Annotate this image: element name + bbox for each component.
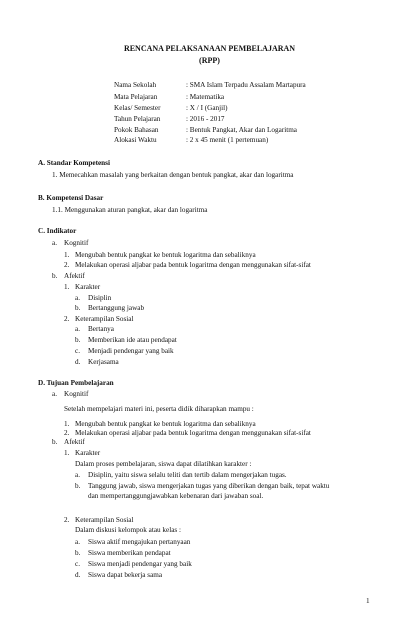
section-c-heading: C. Indikator <box>38 227 77 235</box>
list-item: Mengubah bentuk pangkat ke bentuk logaritma dan sebaliknya <box>75 251 256 259</box>
list-item: Mengubah bentuk pangkat ke bentuk logaritma dan sebaliknya <box>75 420 256 428</box>
identity-label: Mata Pelajaran <box>114 93 158 101</box>
identity-label: Kelas/ Semester <box>114 104 161 112</box>
section-a-item: 1. Memecahkan masalah yang berkaitan dengan bentuk pangkat, akar dan logaritma <box>52 171 294 179</box>
list-marker: b. <box>75 549 81 557</box>
section-d-heading: D. Tujuan Pembelajaran <box>38 379 114 387</box>
list-marker: b. <box>75 336 81 344</box>
list-marker: a. <box>52 239 57 247</box>
list-item: Tanggung jawab, siswa mengerjakan tugas yang diberikan dengan baik, tepat waktu <box>88 482 330 490</box>
list-marker: 2. <box>64 429 70 437</box>
list-marker: b. <box>52 272 58 280</box>
list-item: Melakukan operasi aljabar pada bentuk logaritma dengan menggunakan sifat-sifat <box>75 429 311 437</box>
identity-label: Pokok Bahasan <box>114 126 159 134</box>
list-marker: 2. <box>64 315 70 323</box>
list-marker: 1. <box>64 420 70 428</box>
section-d-karakter: Karakter <box>75 449 101 457</box>
document-title: RENCANA PELAKSANAAN PEMBELAJARAN <box>123 44 296 53</box>
list-item: Kerjasama <box>88 358 119 366</box>
section-c-afektif: Afektif <box>64 272 85 280</box>
section-d-afektif: Afektif <box>64 438 85 446</box>
section-a-heading: A. Standar Kompetensi <box>38 159 110 167</box>
section-d-karakter-intro: Dalam proses pembelajaran, siswa dapat dilatihkan karakter : <box>75 460 252 468</box>
list-marker: b. <box>52 438 58 446</box>
identity-label: Tahun Pelajaran <box>114 115 161 123</box>
list-marker: c. <box>75 560 80 568</box>
section-b-item: 1.1. Menggunakan aturan pangkat, akar dan logaritma <box>52 206 208 214</box>
list-item: Menjadi pendengar yang baik <box>88 347 174 355</box>
list-marker: c. <box>75 347 80 355</box>
list-item: Memberikan ide atau pendapat <box>88 336 177 344</box>
list-marker: 1. <box>64 283 70 291</box>
section-d-sosial: Keterampilan Sosial <box>75 516 134 524</box>
section-d-sosial-intro: Dalam diskusi kelompok atau kelas : <box>75 526 181 534</box>
list-item: Siswa memberikan pendapat <box>88 549 171 557</box>
section-c-sosial: Keterampilan Sosial <box>75 315 134 323</box>
list-marker: b. <box>75 482 81 490</box>
list-marker: a. <box>75 471 80 479</box>
section-c-kognitif: Kognitif <box>64 239 89 247</box>
identity-label: Alokasi Waktu <box>114 136 157 144</box>
identity-value: : Matematika <box>186 93 225 101</box>
section-d-intro: Setelah mempelajari materi ini, peserta didik diharapkan mampu : <box>64 405 254 413</box>
section-b-heading: B. Kompetensi Dasar <box>38 194 104 202</box>
list-item: Siswa dapat bekerja sama <box>88 571 163 579</box>
section-d-kognitif: Kognitif <box>64 390 89 398</box>
list-marker: a. <box>52 390 57 398</box>
identity-value: : 2 x 45 menit (1 pertemuan) <box>186 136 269 144</box>
list-marker: a. <box>75 538 80 546</box>
list-item-continuation: dan mempertanggungjawabkan kebenaran dari jawaban soal. <box>88 492 264 500</box>
list-marker: 1. <box>64 449 70 457</box>
list-item: Bertanggung jawab <box>88 304 145 312</box>
list-item: Disiplin, yaitu siswa selalu teliti dan tertib dalam mengerjakan tugas. <box>88 471 287 479</box>
list-item: Melakukan operasi aljabar pada bentuk logaritma dengan menggunakan sifat-sifat <box>75 261 311 269</box>
list-item: Bertanya <box>88 325 114 333</box>
list-marker: a. <box>75 294 80 302</box>
list-marker: d. <box>75 358 81 366</box>
list-item: Disiplin <box>88 294 112 302</box>
identity-value: : SMA Islam Terpadu Assalam Martapura <box>186 81 306 89</box>
identity-value: : X / I (Ganjil) <box>186 104 228 112</box>
list-marker: a. <box>75 325 80 333</box>
section-c-karakter: Karakter <box>75 283 101 291</box>
list-marker: 2. <box>64 261 70 269</box>
list-marker: 2. <box>64 516 70 524</box>
identity-label: Nama Sekolah <box>114 81 157 89</box>
list-marker: b. <box>75 304 81 312</box>
list-item: Siswa aktif mengajukan pertanyaan <box>88 538 191 546</box>
list-item: Siswa menjadi pendengar yang baik <box>88 560 192 568</box>
list-marker: d. <box>75 571 81 579</box>
document-subtitle: (RPP) <box>199 56 220 65</box>
identity-value: : Bentuk Pangkat, Akar dan Logaritma <box>186 126 297 134</box>
identity-value: : 2016 - 2017 <box>186 115 225 123</box>
list-marker: 1. <box>64 251 70 259</box>
page-number: 1 <box>366 597 370 605</box>
